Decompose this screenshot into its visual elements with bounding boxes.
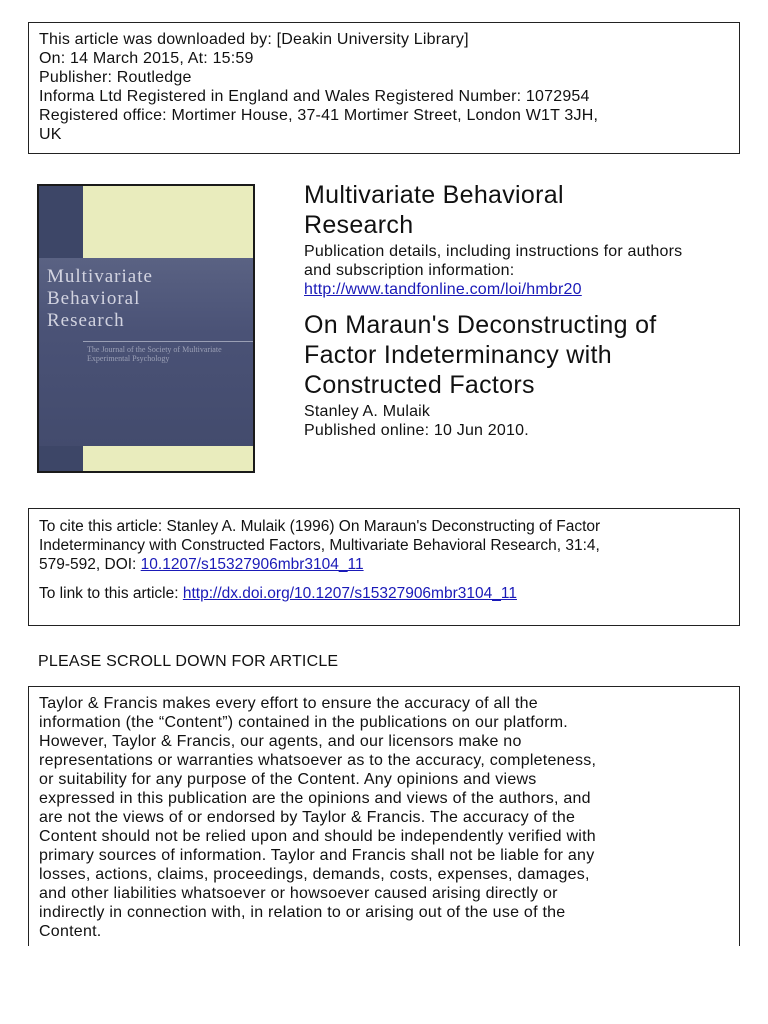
article-author: Stanley A. Mulaik bbox=[304, 403, 431, 420]
cover-subtitle: The Journal of the Society of Multivariate Experimental Psychology bbox=[87, 345, 222, 363]
disclaimer-line: Taylor & Francis makes every effort to ensure the accuracy of all the bbox=[39, 695, 538, 712]
disclaimer-line: or suitability for any purpose of the Content. Any opinions and views bbox=[39, 771, 537, 788]
disclaimer-line: Content. bbox=[39, 923, 102, 940]
download-notice-box bbox=[28, 22, 740, 154]
published-date: Published online: 10 Jun 2010. bbox=[304, 422, 529, 439]
cover-title-line: Behavioral bbox=[47, 288, 141, 309]
disclaimer-line: indirectly in connection with, in relation to or arising out of the use of the bbox=[39, 904, 566, 921]
citation-line: To cite this article: Stanley A. Mulaik (1996) On Maraun's Deconstructing of Factor bbox=[39, 518, 601, 535]
citation-line bbox=[39, 555, 739, 574]
download-line: On: 14 March 2015, At: 15:59 bbox=[39, 50, 254, 67]
doi-link[interactable]: 10.1207/s15327906mbr3104_11 bbox=[140, 556, 364, 573]
disclaimer-line: representations or warranties whatsoever as to the accuracy, completeness, bbox=[39, 752, 597, 769]
article-title-line: Factor Indeterminancy with bbox=[304, 341, 612, 369]
download-line: UK bbox=[39, 126, 62, 143]
download-line: Publisher: Routledge bbox=[39, 69, 192, 86]
download-line: Informa Ltd Registered in England and Wales Registered Number: 1072954 bbox=[39, 88, 590, 105]
disclaimer-line: losses, actions, claims, proceedings, demands, costs, expenses, damages, bbox=[39, 866, 590, 883]
citation-box bbox=[28, 508, 740, 626]
citation-doi-prefix: 579-592, DOI: bbox=[39, 556, 141, 573]
scroll-notice: PLEASE SCROLL DOWN FOR ARTICLE bbox=[38, 653, 339, 670]
journal-title-line: Research bbox=[304, 211, 414, 239]
cover-title-line: Research bbox=[47, 310, 125, 331]
article-title-line: On Maraun's Deconstructing of bbox=[304, 311, 657, 339]
cover-rule bbox=[83, 341, 253, 342]
article-link-line bbox=[39, 584, 739, 603]
disclaimer-line: are not the views of or endorsed by Taylor & Francis. The accuracy of the bbox=[39, 809, 576, 826]
journal-title-line: Multivariate Behavioral bbox=[304, 181, 564, 209]
publication-details-line: Publication details, including instructions for authors bbox=[304, 243, 683, 260]
cover-title bbox=[47, 266, 153, 332]
disclaimer-line: expressed in this publication are the opinions and views of the authors, and bbox=[39, 790, 591, 807]
citation-line: Indeterminancy with Constructed Factors, Multivariate Behavioral Research, 31:4, bbox=[39, 537, 600, 554]
disclaimer-box bbox=[28, 686, 740, 946]
download-line: This article was downloaded by: [Deakin University Library] bbox=[39, 31, 469, 48]
journal-title bbox=[304, 180, 564, 240]
article-url-link[interactable]: http://dx.doi.org/10.1207/s15327906mbr3104_11 bbox=[182, 585, 517, 602]
article-link-label: To link to this article: bbox=[39, 585, 183, 602]
disclaimer-line: Content should not be relied upon and should be independently verified with bbox=[39, 828, 596, 845]
download-line: Registered office: Mortimer House, 37-41 Mortimer Street, London W1T 3JH, bbox=[39, 107, 599, 124]
journal-cover-image bbox=[37, 184, 255, 473]
article-title-line: Constructed Factors bbox=[304, 371, 535, 399]
disclaimer-line: information (the “Content”) contained in the publications on our platform. bbox=[39, 714, 568, 731]
publication-details bbox=[304, 242, 682, 299]
article-meta bbox=[304, 402, 529, 440]
disclaimer-line: However, Taylor & Francis, our agents, and our licensors make no bbox=[39, 733, 522, 750]
publication-details-line: and subscription information: bbox=[304, 262, 515, 279]
cover-title-line: Multivariate bbox=[47, 266, 153, 287]
journal-url-link[interactable]: http://www.tandfonline.com/loi/hmbr20 bbox=[304, 281, 582, 298]
disclaimer-line: primary sources of information. Taylor and Francis shall not be liable for any bbox=[39, 847, 595, 864]
disclaimer-line: and other liabilities whatsoever or howsoever caused arising directly or bbox=[39, 885, 558, 902]
article-title bbox=[304, 310, 657, 400]
